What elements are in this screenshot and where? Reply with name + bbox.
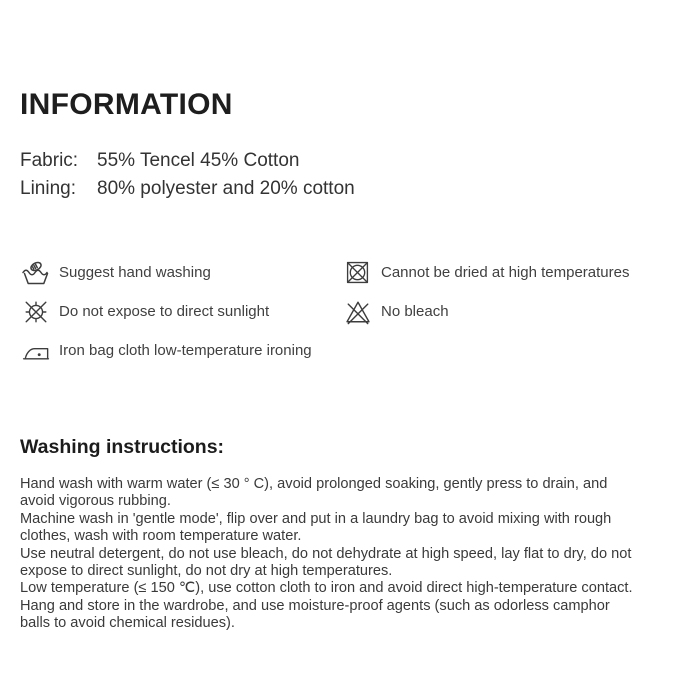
lining-value: 80% polyester and 20% cotton — [97, 178, 355, 199]
care-item-label: Cannot be dried at high temperatures — [381, 264, 630, 281]
instruction-line: Use neutral detergent, do not use bleach, do not dehydrate at high speed, lay flat to dry, do not — [20, 545, 632, 562]
no-high-temp-dry-icon — [342, 257, 373, 288]
no-bleach-icon — [342, 296, 373, 327]
care-item-label: Do not expose to direct sunlight — [59, 303, 270, 320]
no-direct-sunlight-icon — [20, 296, 51, 327]
fabric-spec-line — [20, 147, 680, 175]
care-item-no-direct-sunlight — [20, 296, 342, 327]
lining-label: Lining: — [20, 178, 76, 199]
instruction-line: Hand wash with warm water (≤ 30 ° C), avoid prolonged soaking, gently press to drain, and — [20, 476, 608, 492]
washing-instructions-heading: Washing instructions: — [20, 436, 225, 458]
hand-wash-icon — [20, 257, 51, 288]
care-item-no-high-temp-dry — [342, 257, 680, 288]
care-item-label: Iron bag cloth low-temperature ironing — [59, 342, 312, 359]
fabric-label: Fabric: — [20, 150, 79, 171]
low-temp-iron-icon — [20, 335, 51, 366]
instruction-line: Low temperature (≤ 150 ℃), use cotton cloth to iron and avoid direct high-temperature contact. — [20, 580, 633, 597]
care-item-hand-wash — [20, 257, 342, 288]
washing-instructions-text — [20, 476, 682, 633]
care-symbols-grid — [20, 257, 680, 366]
instruction-line: Hang and store in the wardrobe, and use moisture-proof agents (such as odorless camphor — [20, 597, 610, 614]
care-item-low-temp-iron — [20, 335, 342, 366]
fabric-specs — [20, 147, 680, 203]
instruction-line: clothes, wash with room temperature water. — [20, 528, 302, 545]
instruction-line: expose to direct sunlight, do not dry at high temperatures. — [20, 563, 393, 580]
fabric-value: 55% Tencel 45% Cotton — [97, 150, 300, 171]
instruction-line: avoid vigorous rubbing. — [20, 493, 171, 510]
care-item-label: No bleach — [381, 303, 449, 320]
instruction-line: Machine wash in 'gentle mode', flip over and put in a laundry bag to avoid mixing with rough — [20, 510, 612, 527]
care-item-label: Suggest hand washing — [59, 264, 211, 281]
instruction-line: balls to avoid chemical residues). — [20, 615, 235, 632]
care-item-no-bleach — [342, 296, 680, 327]
lining-spec-line — [20, 175, 680, 203]
page-title: INFORMATION — [20, 88, 233, 121]
